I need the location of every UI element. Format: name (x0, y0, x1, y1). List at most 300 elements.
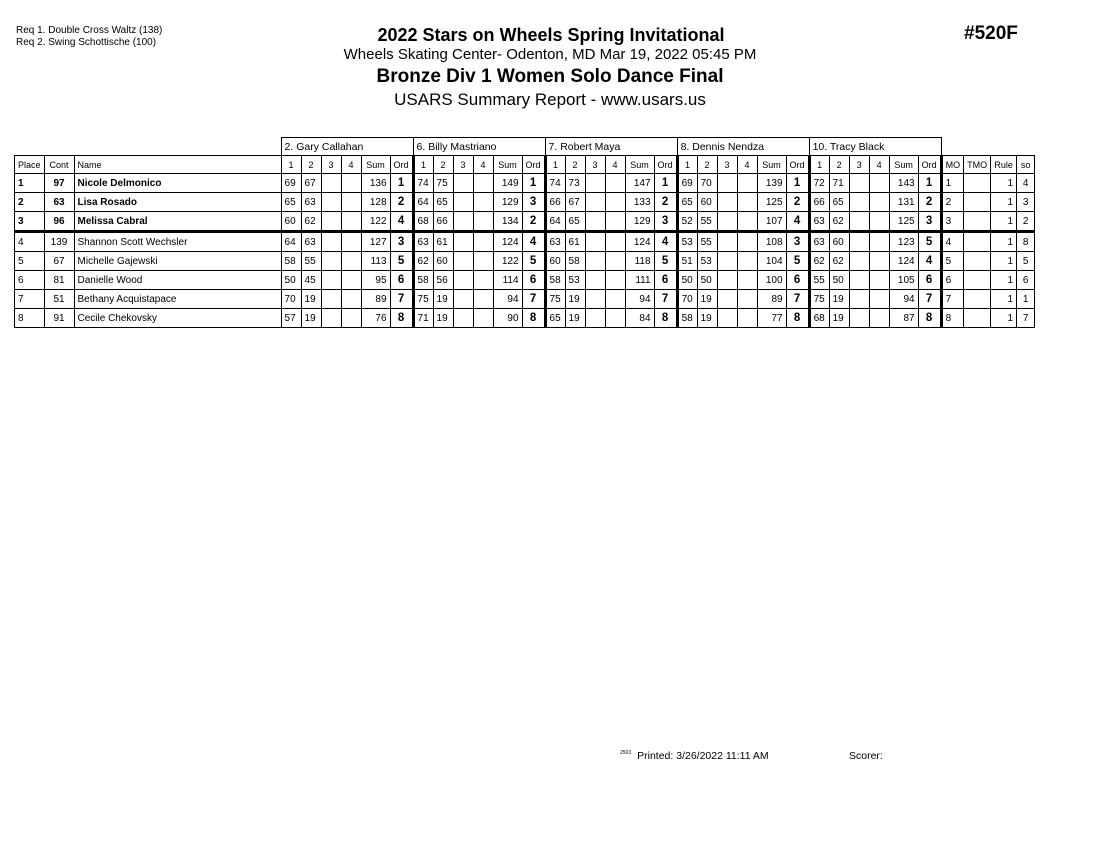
dance-score: 74 (545, 174, 565, 193)
dance-score (453, 232, 473, 252)
tmo-header: TMO (964, 156, 991, 174)
tmo-cell (964, 290, 991, 309)
score-sum: 100 (757, 271, 786, 290)
dance-score: 19 (565, 309, 585, 328)
rule-cell: 1 (991, 309, 1017, 328)
tmo-cell (964, 252, 991, 271)
cont-cell: 97 (44, 174, 74, 193)
dance-score: 70 (677, 290, 697, 309)
score-sum: 131 (889, 193, 918, 212)
mo-cell: 7 (941, 290, 964, 309)
dance-score (849, 309, 869, 328)
dance-score (737, 271, 757, 290)
dance-score (717, 193, 737, 212)
judge-ordinal: 5 (786, 252, 809, 271)
score-sum: 94 (625, 290, 654, 309)
score-sum: 133 (625, 193, 654, 212)
dance-score: 65 (829, 193, 849, 212)
dance-score (453, 252, 473, 271)
dance-score (473, 252, 493, 271)
skater-name: Nicole Delmonico (74, 174, 281, 193)
print-info (620, 750, 769, 762)
result-row (15, 271, 1035, 290)
dance-score: 62 (301, 212, 321, 232)
rule-cell: 1 (991, 252, 1017, 271)
judge-name: 8. Dennis Nendza (677, 138, 809, 156)
dance-score: 63 (301, 232, 321, 252)
judge-ordinal: 4 (918, 252, 941, 271)
dance-score (737, 309, 757, 328)
cont-cell: 96 (44, 212, 74, 232)
dance-score (453, 271, 473, 290)
venue-date: Wheels Skating Center- Odenton, MD Mar 19, 2022 05:45 PM (343, 46, 757, 63)
score-sum: 134 (493, 212, 522, 232)
score-sum: 149 (493, 174, 522, 193)
dance-score (737, 193, 757, 212)
dance-score (737, 290, 757, 309)
dance-score (605, 290, 625, 309)
skater-name: Shannon Scott Wechsler (74, 232, 281, 252)
score-sum: 123 (889, 232, 918, 252)
dance-score (869, 271, 889, 290)
dance-score: 19 (565, 290, 585, 309)
judge-subheader: Ord (522, 156, 545, 174)
place-cell: 7 (15, 290, 45, 309)
dance-score (717, 232, 737, 252)
dance-score (321, 290, 341, 309)
skater-name: Michelle Gajewski (74, 252, 281, 271)
dance-score: 68 (809, 309, 829, 328)
dance-score: 55 (697, 232, 717, 252)
dance-score (849, 212, 869, 232)
judge-ordinal: 6 (786, 271, 809, 290)
judge-ordinal: 3 (522, 193, 545, 212)
dance-score: 51 (677, 252, 697, 271)
tmo-cell (964, 271, 991, 290)
mo-header: MO (941, 156, 964, 174)
score-sum: 143 (889, 174, 918, 193)
dance-score: 72 (809, 174, 829, 193)
dance-score: 68 (413, 212, 433, 232)
dance-score: 66 (433, 212, 453, 232)
judge-ordinal: 8 (522, 309, 545, 328)
rule-cell: 1 (991, 174, 1017, 193)
place-cell: 3 (15, 212, 45, 232)
dance-score (717, 252, 737, 271)
judge-name: 7. Robert Maya (545, 138, 677, 156)
dance-score (869, 290, 889, 309)
dance-score (717, 212, 737, 232)
judge-ordinal: 4 (654, 232, 677, 252)
report-code: 2503 (620, 750, 632, 756)
dance-score (605, 309, 625, 328)
mo-cell: 5 (941, 252, 964, 271)
dance-score: 60 (829, 232, 849, 252)
dance-score: 63 (809, 232, 829, 252)
dance-score: 75 (413, 290, 433, 309)
dance-score (473, 290, 493, 309)
dance-score (869, 232, 889, 252)
dance-score (341, 309, 361, 328)
dance-score: 53 (677, 232, 697, 252)
place-cell: 2 (15, 193, 45, 212)
score-sum: 129 (493, 193, 522, 212)
judge-ordinal: 3 (390, 232, 413, 252)
rule-cell: 1 (991, 232, 1017, 252)
dance-score (869, 174, 889, 193)
dance-score: 67 (565, 193, 585, 212)
required-dance-1: Req 1. Double Cross Waltz (138) (16, 25, 163, 36)
dance-score (453, 309, 473, 328)
judge-ordinal: 7 (522, 290, 545, 309)
judge-ordinal: 8 (918, 309, 941, 328)
dance-score: 71 (413, 309, 433, 328)
dance-score: 19 (697, 290, 717, 309)
dance-score: 62 (829, 252, 849, 271)
judge-subheader: Ord (786, 156, 809, 174)
judge-ordinal: 6 (522, 271, 545, 290)
dance-score: 45 (301, 271, 321, 290)
judge-subheader: 4 (341, 156, 361, 174)
dance-score: 55 (301, 252, 321, 271)
score-sum: 108 (757, 232, 786, 252)
result-row (15, 252, 1035, 271)
score-sum: 139 (757, 174, 786, 193)
score-sum: 95 (361, 271, 390, 290)
dance-score (737, 232, 757, 252)
dance-score: 58 (677, 309, 697, 328)
score-sum: 124 (889, 252, 918, 271)
dance-score (585, 174, 605, 193)
skater-name: Cecile Chekovsky (74, 309, 281, 328)
dance-score: 65 (433, 193, 453, 212)
so-cell: 7 (1017, 309, 1035, 328)
dance-score: 19 (829, 309, 849, 328)
judge-ordinal: 2 (786, 193, 809, 212)
dance-score (585, 309, 605, 328)
dance-score (605, 232, 625, 252)
place-cell: 6 (15, 271, 45, 290)
dance-score: 57 (281, 309, 301, 328)
mo-cell: 2 (941, 193, 964, 212)
printed-timestamp: Printed: 3/26/2022 11:11 AM (637, 750, 769, 762)
judge-ordinal: 2 (654, 193, 677, 212)
score-sum: 122 (493, 252, 522, 271)
dance-score: 74 (413, 174, 433, 193)
score-sum: 125 (889, 212, 918, 232)
mo-cell: 6 (941, 271, 964, 290)
judge-ordinal: 8 (654, 309, 677, 328)
dance-score: 60 (697, 193, 717, 212)
dance-score (473, 212, 493, 232)
dance-score: 52 (677, 212, 697, 232)
dance-score (321, 252, 341, 271)
judge-subheader: Ord (918, 156, 941, 174)
dance-score (737, 252, 757, 271)
judge-subheader: 4 (869, 156, 889, 174)
judge-name: 10. Tracy Black (809, 138, 941, 156)
place-header: Place (15, 156, 45, 174)
dance-score: 58 (281, 252, 301, 271)
judge-ordinal: 2 (918, 193, 941, 212)
rule-cell: 1 (991, 193, 1017, 212)
dance-score: 56 (433, 271, 453, 290)
judge-ordinal: 1 (654, 174, 677, 193)
score-sum: 113 (361, 252, 390, 271)
judge-ordinal: 1 (786, 174, 809, 193)
dance-score (453, 174, 473, 193)
dance-score (605, 271, 625, 290)
judge-ordinal: 4 (786, 212, 809, 232)
dance-score: 61 (565, 232, 585, 252)
dance-score (869, 193, 889, 212)
judge-ordinal: 5 (654, 252, 677, 271)
dance-score: 58 (545, 271, 565, 290)
dance-score: 19 (301, 290, 321, 309)
dance-score (585, 212, 605, 232)
judge-header-spacer (15, 138, 282, 156)
judge-ordinal: 3 (918, 212, 941, 232)
required-dance-2: Req 2. Swing Schottische (100) (16, 37, 157, 48)
judge-ordinal: 3 (654, 212, 677, 232)
division-title: Bronze Div 1 Women Solo Dance Final (376, 66, 724, 87)
cont-cell: 67 (44, 252, 74, 271)
judge-subheader: 1 (677, 156, 697, 174)
dance-score: 63 (301, 193, 321, 212)
cont-cell: 91 (44, 309, 74, 328)
dance-score: 64 (413, 193, 433, 212)
mo-cell: 8 (941, 309, 964, 328)
rule-cell: 1 (991, 290, 1017, 309)
result-row (15, 232, 1035, 252)
dance-score (849, 252, 869, 271)
dance-score: 64 (281, 232, 301, 252)
dance-score (321, 232, 341, 252)
so-cell: 1 (1017, 290, 1035, 309)
judge-ordinal: 5 (390, 252, 413, 271)
judge-ordinal: 6 (390, 271, 413, 290)
mo-cell: 1 (941, 174, 964, 193)
score-sum: 122 (361, 212, 390, 232)
dance-score (869, 252, 889, 271)
judge-ordinal: 8 (786, 309, 809, 328)
dance-score: 65 (281, 193, 301, 212)
dance-score: 60 (281, 212, 301, 232)
judge-ordinal: 3 (786, 232, 809, 252)
dance-score (737, 174, 757, 193)
dance-score (585, 232, 605, 252)
dance-score: 50 (697, 271, 717, 290)
cont-cell: 63 (44, 193, 74, 212)
skater-name: Melissa Cabral (74, 212, 281, 232)
score-sum: 87 (889, 309, 918, 328)
score-sum: 89 (361, 290, 390, 309)
dance-score: 19 (433, 309, 453, 328)
dance-score (869, 212, 889, 232)
judge-ordinal: 5 (522, 252, 545, 271)
so-cell: 3 (1017, 193, 1035, 212)
dance-score (341, 290, 361, 309)
judge-header-row (15, 138, 1035, 156)
tmo-cell (964, 309, 991, 328)
score-sum: 125 (757, 193, 786, 212)
judge-subheader: 2 (565, 156, 585, 174)
dance-score: 61 (433, 232, 453, 252)
dance-score (473, 193, 493, 212)
judge-ordinal: 6 (918, 271, 941, 290)
dance-score: 55 (697, 212, 717, 232)
place-cell: 1 (15, 174, 45, 193)
score-sum: 118 (625, 252, 654, 271)
dance-score: 53 (565, 271, 585, 290)
judge-ordinal: 2 (390, 193, 413, 212)
judge-ordinal: 5 (918, 232, 941, 252)
dance-score: 63 (809, 212, 829, 232)
judge-subheader: Sum (625, 156, 654, 174)
place-cell: 8 (15, 309, 45, 328)
result-row (15, 290, 1035, 309)
dance-score: 62 (413, 252, 433, 271)
judge-subheader: 1 (545, 156, 565, 174)
dance-score (585, 252, 605, 271)
judge-subheader: 3 (717, 156, 737, 174)
so-cell: 5 (1017, 252, 1035, 271)
name-header: Name (74, 156, 281, 174)
result-row (15, 212, 1035, 232)
tmo-cell (964, 212, 991, 232)
dance-score: 50 (677, 271, 697, 290)
dance-score: 50 (829, 271, 849, 290)
judge-subheader: 1 (281, 156, 301, 174)
dance-score (453, 290, 473, 309)
judge-ordinal: 8 (390, 309, 413, 328)
score-sum: 127 (361, 232, 390, 252)
dance-score: 58 (565, 252, 585, 271)
judge-subheader: 3 (585, 156, 605, 174)
mo-cell: 4 (941, 232, 964, 252)
dance-score: 70 (281, 290, 301, 309)
dance-score (605, 252, 625, 271)
score-sum: 89 (757, 290, 786, 309)
result-row (15, 309, 1035, 328)
skater-name: Danielle Wood (74, 271, 281, 290)
dance-score (849, 271, 869, 290)
scorer-label: Scorer: (849, 750, 883, 762)
judge-subheader: Sum (361, 156, 390, 174)
dance-score: 58 (413, 271, 433, 290)
judge-subheader: 2 (829, 156, 849, 174)
dance-score (321, 174, 341, 193)
dance-score: 70 (697, 174, 717, 193)
dance-score: 60 (545, 252, 565, 271)
so-cell: 2 (1017, 212, 1035, 232)
judge-subheader: Sum (493, 156, 522, 174)
dance-score (321, 212, 341, 232)
skater-name: Lisa Rosado (74, 193, 281, 212)
judge-subheader: 4 (605, 156, 625, 174)
tmo-cell (964, 232, 991, 252)
judge-ordinal: 1 (522, 174, 545, 193)
score-sum: 129 (625, 212, 654, 232)
skater-name: Bethany Acquistapace (74, 290, 281, 309)
so-cell: 6 (1017, 271, 1035, 290)
dance-score (341, 174, 361, 193)
dance-score (453, 212, 473, 232)
dance-score (605, 193, 625, 212)
dance-score (341, 232, 361, 252)
score-sum: 90 (493, 309, 522, 328)
judge-ordinal: 1 (390, 174, 413, 193)
judge-ordinal: 1 (918, 174, 941, 193)
dance-score (717, 309, 737, 328)
dance-score (341, 193, 361, 212)
cont-header: Cont (44, 156, 74, 174)
dance-score (605, 212, 625, 232)
judge-subheader: 3 (321, 156, 341, 174)
result-row (15, 174, 1035, 193)
rule-cell: 1 (991, 271, 1017, 290)
dance-score (321, 193, 341, 212)
dance-score: 50 (281, 271, 301, 290)
judge-subheader: 4 (473, 156, 493, 174)
dance-score (473, 271, 493, 290)
dance-score: 19 (697, 309, 717, 328)
dance-score: 73 (565, 174, 585, 193)
judge-subheader: 2 (301, 156, 321, 174)
judge-subheader: Sum (757, 156, 786, 174)
judge-subheader: 2 (697, 156, 717, 174)
results-table (14, 137, 1035, 328)
rule-cell: 1 (991, 212, 1017, 232)
dance-score (737, 212, 757, 232)
competition-title: 2022 Stars on Wheels Spring Invitational (377, 25, 725, 45)
column-header-row (15, 156, 1035, 174)
cont-cell: 139 (44, 232, 74, 252)
judge-header-spacer (941, 138, 1035, 156)
so-header: so (1017, 156, 1035, 174)
dance-score (717, 174, 737, 193)
judge-name: 6. Billy Mastriano (413, 138, 545, 156)
score-sum: 107 (757, 212, 786, 232)
dance-score: 63 (413, 232, 433, 252)
judge-subheader: 3 (849, 156, 869, 174)
dance-score: 66 (545, 193, 565, 212)
score-sum: 147 (625, 174, 654, 193)
judge-name: 2. Gary Callahan (281, 138, 413, 156)
dance-score (849, 174, 869, 193)
mo-cell: 3 (941, 212, 964, 232)
result-row (15, 193, 1035, 212)
dance-score (717, 290, 737, 309)
dance-score: 62 (829, 212, 849, 232)
dance-score: 69 (281, 174, 301, 193)
dance-score: 67 (301, 174, 321, 193)
judge-ordinal: 7 (654, 290, 677, 309)
judge-ordinal: 7 (390, 290, 413, 309)
dance-score: 75 (809, 290, 829, 309)
dance-score: 53 (697, 252, 717, 271)
score-sum: 77 (757, 309, 786, 328)
dance-score: 19 (829, 290, 849, 309)
score-sum: 128 (361, 193, 390, 212)
score-sum: 104 (757, 252, 786, 271)
dance-score: 65 (545, 309, 565, 328)
judge-subheader: 1 (809, 156, 829, 174)
dance-score (341, 212, 361, 232)
score-sum: 94 (889, 290, 918, 309)
dance-score (849, 290, 869, 309)
place-cell: 4 (15, 232, 45, 252)
